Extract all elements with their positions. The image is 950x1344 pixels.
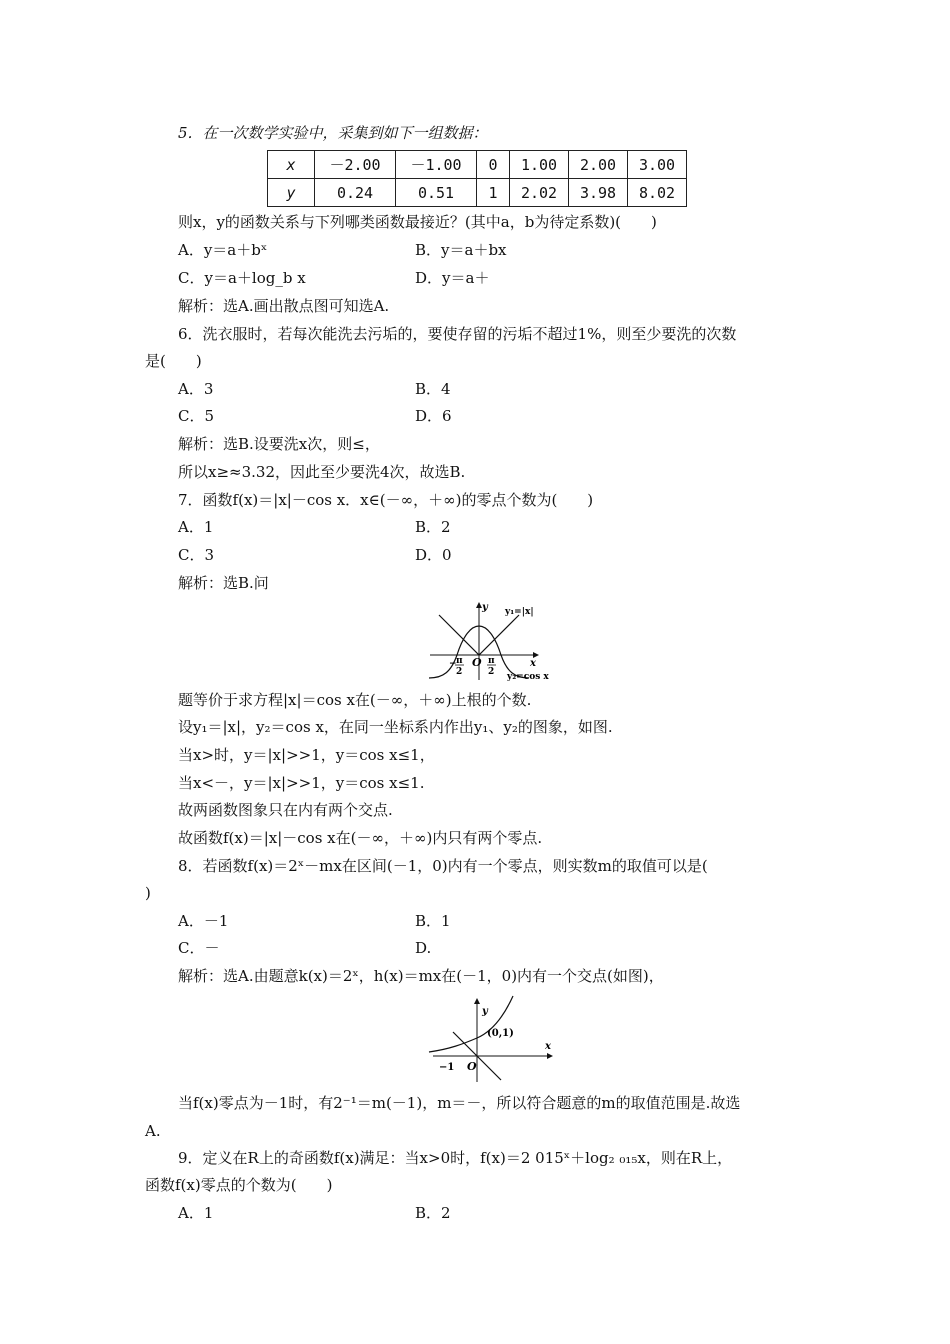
q8-stem: 8．若函数f(x)＝2ˣ－mx在区间(－1，0)内有一个零点，则实数m的取值可以是(	[178, 857, 708, 875]
table-cell: 0.24	[315, 179, 396, 207]
q6-option-a: A．3	[178, 380, 214, 398]
table-cell: 1.00	[510, 151, 569, 179]
q7-graph-figure	[425, 600, 575, 682]
q8-option-a: A．－1	[178, 912, 229, 930]
q5-option-a: A．y＝a＋bˣ	[178, 241, 268, 259]
table-cell: 8.02	[628, 179, 687, 207]
q5-question: 则x，y的函数关系与下列哪类函数最接近？(其中a，b为待定系数)( )	[178, 213, 657, 231]
q7-solution-1: 题等价于求方程|x|＝cos x在(－∞，＋∞)上根的个数.	[178, 691, 532, 709]
y-axis-label: y	[482, 602, 488, 613]
exponential-curve	[429, 996, 513, 1052]
q7-stem: 7．函数f(x)＝|x|－cos x．x∈(－∞，＋∞)的零点个数为( )	[178, 491, 594, 509]
q6-option-d: D．6	[415, 407, 452, 425]
y1-label: y₁=|x|	[505, 607, 534, 617]
y-axis-label: y	[482, 1006, 488, 1017]
q7-option-c: C．3	[178, 546, 215, 564]
q6-solution-2: 所以x≥≈3.32，因此至少要洗4次，故选B.	[178, 463, 466, 481]
q9-option-a: A．1	[178, 1204, 214, 1222]
q7-solution-0: 解析：选B.问	[178, 574, 269, 592]
q7-solution-2: 设y₁＝|x|，y₂＝cos x，在同一坐标系内作出y₁、y₂的图象，如图.	[178, 718, 613, 736]
q8-option-d: D.	[415, 939, 432, 957]
table-cell: 1	[477, 179, 510, 207]
table-cell: 2.00	[569, 151, 628, 179]
neg-denominator-label: 2	[456, 667, 463, 677]
table-cell: 0.51	[396, 179, 477, 207]
x-axis-label: x	[545, 1041, 551, 1052]
q7-option-d: D．0	[415, 546, 452, 564]
q5-solution: 解析：选A.画出散点图可知选A.	[178, 297, 390, 315]
pos-pi-label: π	[488, 656, 495, 666]
y-axis-arrow	[474, 998, 480, 1004]
q8-graph-figure	[425, 992, 560, 1084]
q6-option-c: C．5	[178, 407, 215, 425]
q6-stem-cont: 是( )	[145, 352, 202, 370]
q5-option-c: C．y＝a＋log_b x	[178, 269, 306, 287]
table-cell: y	[268, 179, 315, 207]
q5-stem: 5．在一次数学实验中，采集到如下一组数据：	[178, 124, 488, 142]
table-cell: 0	[477, 151, 510, 179]
table-row	[268, 151, 687, 179]
q8-option-c: C．－	[178, 939, 220, 957]
q5-option-d: D．y＝a＋	[415, 269, 490, 287]
table-cell: －2.00	[315, 151, 396, 179]
q7-solution-5: 故两函数图象只在内有两个交点.	[178, 801, 393, 819]
q6-stem: 6．洗衣服时，若每次能洗去污垢的，要使存留的污垢不超过1%，则至少要洗的次数	[178, 325, 737, 343]
x-axis-arrow	[547, 1053, 553, 1059]
point-label: (0,1)	[487, 1028, 514, 1039]
x-axis-label: x	[530, 658, 536, 669]
q5-option-b: B．y＝a＋bx	[415, 241, 507, 259]
q7-solution-4: 当x<－，y＝|x|>>1，y＝cos x≤1.	[178, 774, 425, 792]
q7-solution-3: 当x>时，y＝|x|>>1，y＝cos x≤1，	[178, 746, 435, 764]
q9-stem: 9．定义在R上的奇函数f(x)满足：当x>0时，f(x)＝2 015ˣ＋log₂ ₀₁₅x，则在R上，	[178, 1149, 733, 1167]
table-row	[268, 179, 687, 207]
q8-solution-3: A.	[145, 1122, 161, 1140]
q8-option-b: B．1	[415, 912, 451, 930]
neg-pi-label: π	[456, 656, 463, 666]
q8-solution-2: 当f(x)零点为－1时，有2⁻¹＝m(－1)，m＝－，所以符合题意的m的取值范围是.故选	[178, 1094, 741, 1112]
pos-denominator-label: 2	[488, 667, 495, 677]
q8-solution-1: 解析：选A.由题意k(x)＝2ˣ，h(x)＝mx在(－1，0)内有一个交点(如图)，	[178, 967, 664, 985]
origin-label: O	[467, 1060, 477, 1073]
table-cell: 3.00	[628, 151, 687, 179]
table-cell: －1.00	[396, 151, 477, 179]
table-cell: 2.02	[510, 179, 569, 207]
q9-option-b: B．2	[415, 1204, 451, 1222]
q7-option-a: A．1	[178, 518, 214, 536]
neg-sign-label: −	[449, 659, 457, 669]
data-table	[267, 150, 687, 207]
q6-option-b: B．4	[415, 380, 451, 398]
origin-label: O	[472, 656, 482, 669]
y2-label: y₂=cos x	[507, 672, 549, 682]
q7-option-b: B．2	[415, 518, 451, 536]
q9-stem-cont: 函数f(x)零点的个数为( )	[145, 1176, 333, 1194]
q7-solution-6: 故函数f(x)＝|x|－cos x在(－∞，＋∞)内只有两个零点.	[178, 829, 543, 847]
table-cell: x	[268, 151, 315, 179]
q6-solution-1: 解析：选B.设要洗x次，则≤，	[178, 435, 380, 453]
table-cell: 3.98	[569, 179, 628, 207]
neg-one-label: −1	[439, 1062, 455, 1073]
q8-stem-cont: )	[145, 884, 151, 902]
